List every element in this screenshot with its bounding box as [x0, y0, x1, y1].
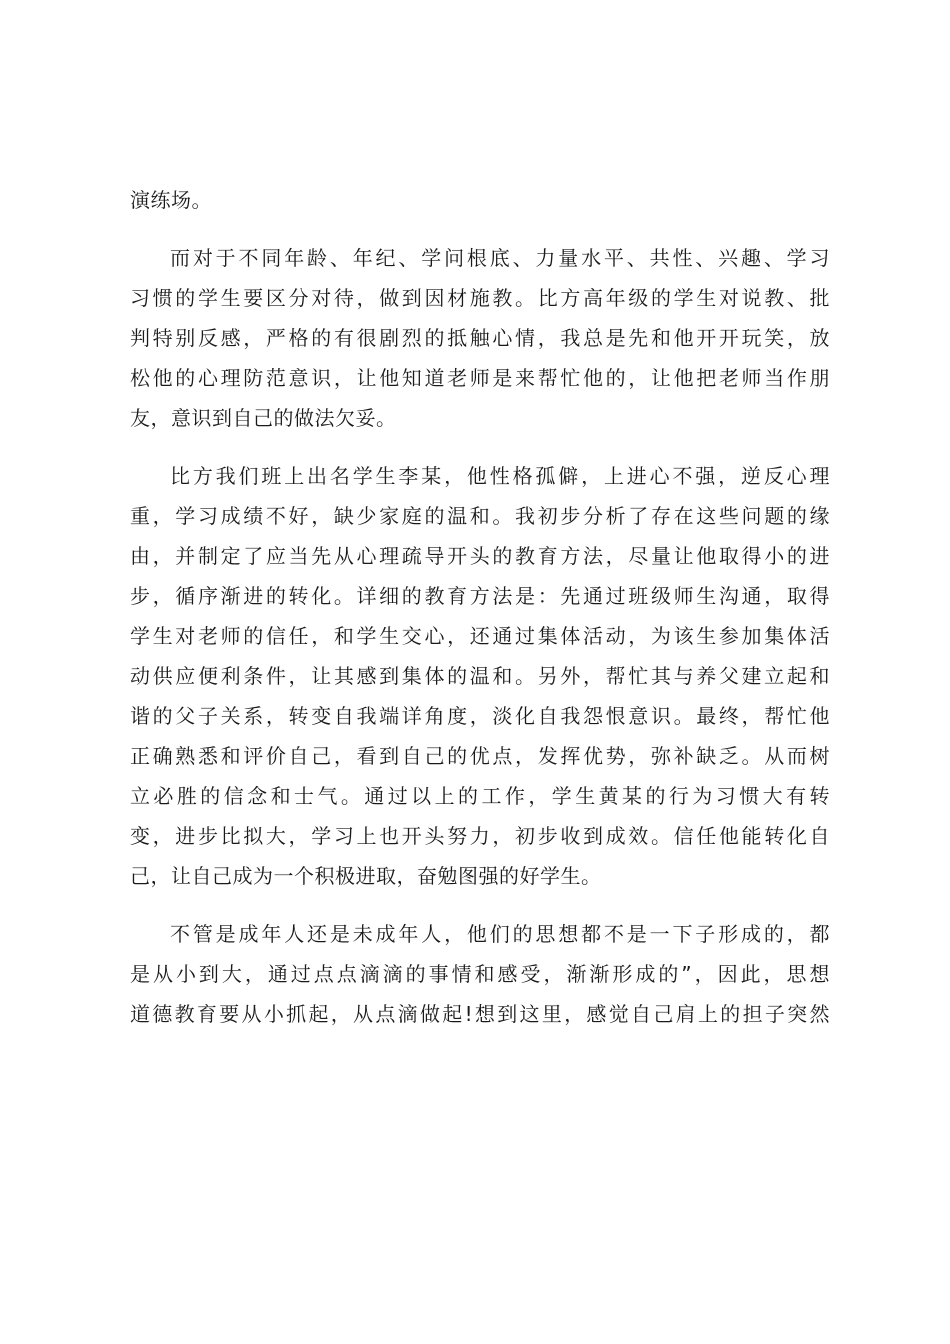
text-line: 是从小到大，通过点点滴滴的事情和感受，渐渐形成的”，因此，思想 — [130, 962, 830, 986]
text-line: 步，循序渐进的转化。详细的教育方法是：先通过班级师生沟通，取得 — [130, 584, 830, 608]
text-line: 演练场。 — [130, 188, 212, 212]
text-line: 松他的心理防范意识，让他知道老师是来帮忙他的，让他把老师当作朋 — [130, 366, 830, 390]
text-line: 正确熟悉和评价自己，看到自己的优点，发挥优势，弥补缺乏。从而树 — [130, 744, 830, 768]
text-line: 不管是成年人还是未成年人，他们的思想都不是一下子形成的，都 — [170, 922, 830, 946]
text-line: 己，让自己成为一个积极进取，奋勉图强的好学生。 — [130, 864, 602, 888]
text-line: 道德教育要从小抓起，从点滴做起!想到这里，感觉自己肩上的担子突然 — [130, 1002, 830, 1026]
text-line: 重，学习成绩不好，缺少家庭的温和。我初步分析了存在这些问题的缘 — [130, 504, 830, 528]
paragraph-3 — [130, 456, 830, 896]
text-line: 谐的父子关系，转变自我端详角度，淡化自我怨恨意识。最终，帮忙他 — [130, 704, 830, 728]
text-line: 动供应便利条件，让其感到集体的温和。另外，帮忙其与养父建立起和 — [130, 664, 830, 688]
text-line: 立必胜的信念和士气。通过以上的工作，学生黄某的行为习惯大有转 — [130, 784, 830, 808]
paragraph-2 — [130, 238, 830, 438]
text-line: 学生对老师的信任，和学生交心，还通过集体活动，为该生参加集体活 — [130, 624, 830, 648]
text-line: 由，并制定了应当先从心理疏导开头的教育方法，尽量让他取得小的进 — [130, 544, 830, 568]
text-line: 比方我们班上出名学生李某，他性格孤僻，上进心不强，逆反心理 — [170, 464, 830, 488]
paragraph-4 — [130, 914, 830, 1034]
text-line: 友，意识到自己的做法欠妥。 — [130, 406, 397, 430]
text-line: 变，进步比拟大，学习上也开头努力，初步收到成效。信任他能转化自 — [130, 824, 830, 848]
body-text — [130, 180, 830, 1034]
text-line: 而对于不同年龄、年纪、学问根底、力量水平、共性、兴趣、学习 — [170, 246, 830, 270]
paragraph-1 — [130, 180, 830, 220]
text-line: 习惯的学生要区分对待，做到因材施教。比方高年级的学生对说教、批 — [130, 286, 830, 310]
text-line: 判特别反感，严格的有很剧烈的抵触心情，我总是先和他开开玩笑，放 — [130, 326, 830, 350]
